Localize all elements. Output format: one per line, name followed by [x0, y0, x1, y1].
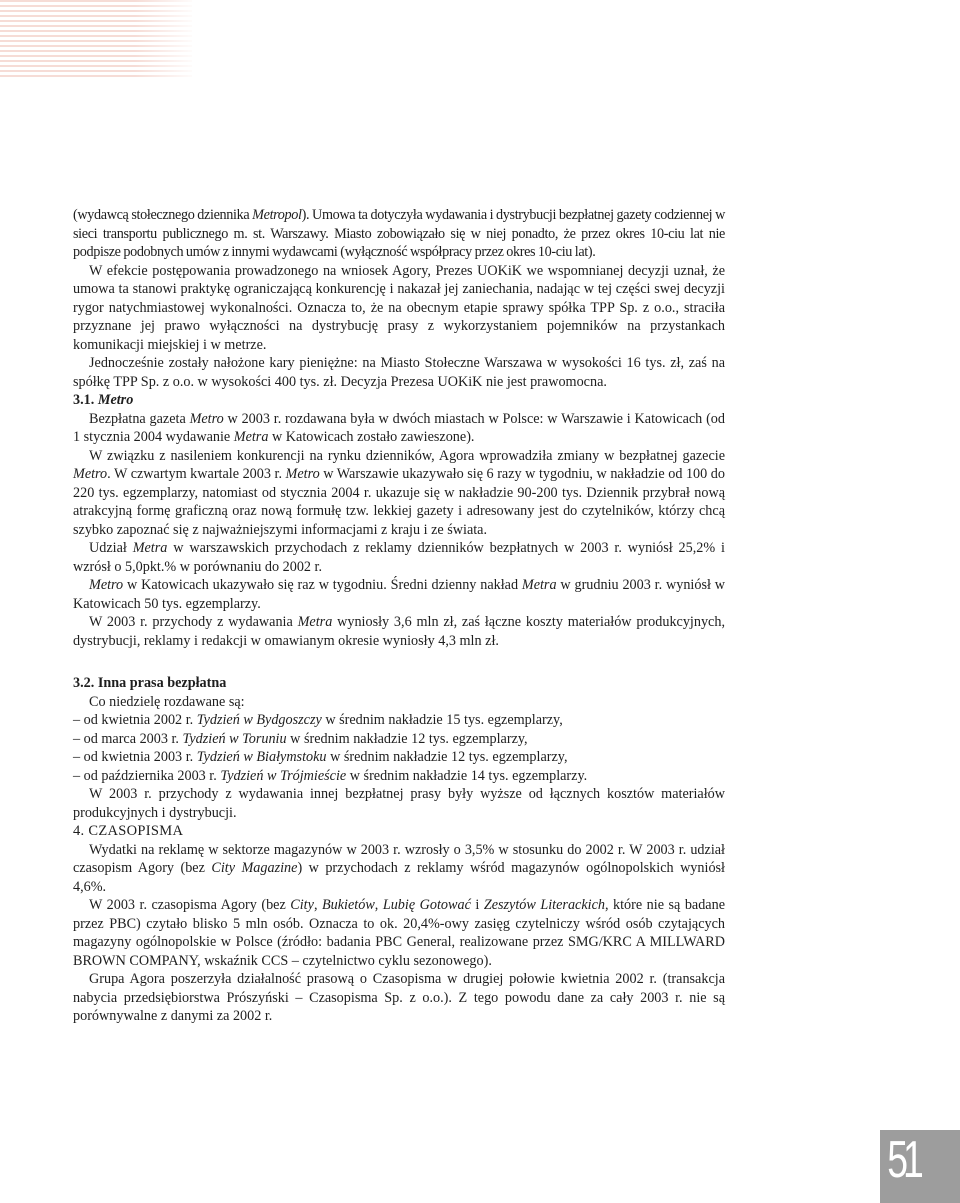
decorative-corner-stripes [0, 0, 192, 78]
title-metro: Metro [285, 466, 320, 482]
list-item-text: – od kwietnia 2003 r. [73, 749, 197, 765]
title-bukietow: Bukietów [321, 897, 375, 913]
title-metro: Metro [73, 466, 108, 482]
inna-intro: Co niedzielę rozdawane są: [89, 693, 245, 710]
title-metropol: Metropol [252, 207, 302, 223]
metro-text: w Warszawie ukazywało się 6 razy w tygodniu, w nakładzie od 100 do 220 tys. egzemplarzy, natomiast od stycznia 2004 r. ukazuje się w nakładzie 90-200 tys. Dziennik przybrał nową atrakcyjną formę graficzną oraz nową formułę tzw. lekkiej gazety i adresowany jest do czytelników, którzy chcą szybko zapoznać się z najważniejszymi informacjami z kraju i ze świata. [73, 466, 725, 538]
title-metro: Metra [297, 614, 333, 630]
inna-outro: W 2003 r. przychody z wydawania innej bezpłatnej prasy były wyższe od łącznych kosztów materiałów produkcyjnych i dystrybucji. [73, 786, 725, 821]
list-item-title: Tydzień w Bydgoszczy [196, 712, 322, 728]
title-zeszyty-literackie: Zeszytów Literackich [483, 897, 605, 913]
list-item [73, 730, 725, 749]
metro-text: w Katowicach zostało zawieszone). [268, 429, 475, 445]
metro-text: W związku z nasileniem konkurencji na rynku dzienników, Agora wprowadziła zmiany w bezpłatnej gazecie [89, 447, 725, 464]
page-body [73, 206, 725, 1026]
list-item-text: – od kwietnia 2002 r. [73, 712, 197, 728]
metro-text: . W czwartym kwartale 2003 r. [107, 466, 286, 482]
list-item [73, 748, 725, 767]
czasopisma-paragraph-3: Grupa Agora poszerzyła działalność prasową o Czasopisma w drugiej połowie kwietnia 2002 r. (transakcja nabycia przedsiębiorstwa Prószyński – Czasopisma Sp. z o.o.). Z tego powodu dane za cały 2003 r. nie są porównywalne z danymi za 2002 r. [73, 971, 725, 1024]
title-lubie-gotowac: Lubię Gotować [382, 897, 471, 913]
list-item [73, 711, 725, 730]
list-item-title: Tydzień w Toruniu [182, 730, 287, 747]
page-number-badge [880, 1130, 960, 1203]
metro-text: Bezpłatna gazeta [89, 410, 190, 427]
metro-text: W 2003 r. przychody z wydawania [89, 614, 298, 630]
metro-paragraph-4 [73, 576, 725, 613]
section-number: 3.1. [73, 392, 98, 408]
list-item-text: w średnim nakładzie 12 tys. egzemplarzy, [286, 730, 528, 747]
title-metro: Metro [189, 410, 224, 427]
metro-text: w warszawskich przychodach z reklamy dzienników bezpłatnych w 2003 r. wyniósł 25,2% i wzrósł o 5,0pkt.% w porównaniu do 2002 r. [73, 540, 725, 575]
section-title: Metro [97, 392, 134, 408]
title-city-magazine: City Magazine [211, 860, 298, 876]
metro-text: w Katowicach ukazywało się raz w tygodniu. Średni dzienny nakład [123, 577, 522, 593]
metro-text: w 2003 r. rozdawana była w dwóch miastach w Polsce: w Warszawie i Katowicach (od 1 stycznia 2004 wydawanie [73, 410, 725, 445]
metro-text: Udział [89, 540, 133, 556]
list-item-text: – od października 2003 r. [73, 767, 221, 784]
metro-paragraph-3 [73, 539, 725, 576]
list-item-title: Tydzień w Trójmieście [220, 767, 347, 784]
metro-text: w grudniu 2003 r. wyniósł w Katowicach 50 tys. egzemplarzy. [73, 577, 725, 612]
page-number: 51 [887, 1131, 919, 1189]
section-heading-czasopisma: 4. CZASOPISMA [73, 823, 184, 839]
list-item-text: – od marca 2003 r. [73, 730, 183, 747]
czasopisma-text: , [374, 897, 383, 913]
metro-paragraph-1 [73, 410, 725, 447]
czasopisma-text: , które nie są badane przez PBC) czytało blisko 5 mln osób. Oznacza to ok. 20,4%-owy zasięg czytelniczy wśród osób czytających magazyny ogólnopolskie w Polsce (źródło: badania PBC General, realizowane przez SMG/KRC A MILLWARD BROWN COMPANY, wskaźnik CCS – czytelnictwo cyklu sezonowego). [73, 897, 725, 969]
metro-paragraph-5 [73, 613, 725, 650]
section-heading-inna-prasa: 3.2. Inna prasa bezpłatna [73, 675, 227, 691]
section-heading-metro [73, 391, 725, 410]
list-item [73, 767, 725, 786]
intro-paragraph-3: Jednocześnie zostały nałożone kary pieniężne: na Miasto Stołeczne Warszawa w wysokości 16 tys. zł, zaś na spółkę TPP Sp. z o.o. w wysokości 400 tys. zł. Decyzja Prezesa UOKiK nie jest prawomocna. [73, 355, 725, 390]
title-city: City [290, 897, 314, 913]
intro-paragraph-1 [73, 206, 725, 262]
metro-paragraph-2 [73, 447, 725, 540]
czasopisma-text: Wydatki na reklamę w sektorze magazynów w 2003 r. wzrosły o 3,5% w stosunku do 2002 r. W 2003 r. udział czasopism Agory (bez [73, 841, 725, 876]
list-item-text: w średnim nakładzie 12 tys. egzemplarzy, [326, 749, 568, 765]
czasopisma-text: i [470, 897, 484, 913]
metro-text: wyniosły 3,6 mln zł, zaś łączne koszty materiałów produkcyjnych, dystrybucji, reklamy i redakcji w omawianym okresie wyniosły 4,3 mln zł. [73, 614, 725, 649]
list-item-title: Tydzień w Białymstoku [196, 749, 327, 765]
list-item-text: w średnim nakładzie 14 tys. egzemplarzy. [346, 767, 588, 784]
czasopisma-paragraph-2 [73, 896, 725, 970]
title-metro: Metra [521, 577, 557, 593]
intro-text: (wydawcą stołecznego dziennika [73, 207, 253, 223]
czasopisma-text: ) w przychodach z reklamy wśród magazynów ogólnopolskich wyniósł 4,6%. [73, 860, 725, 895]
title-metro: Metra [132, 540, 168, 556]
intro-paragraph-2: W efekcie postępowania prowadzonego na wniosek Agory, Prezes UOKiK we wspomnianej decyzji uznał, że umowa ta stanowi praktykę ograniczającą konkurencję i nakazał jej zaniechania, nadając w tej części swej decyzji rygor natychmiastowej wykonalności. Oznacza to, że na obecnym etapie sprawy spółka TPP Sp. z o.o., straciła przyznane jej prawo wyłączności na dystrybucję prasy z wykorzystaniem pojemników na przystankach komunikacji miejskiej i w metrze. [73, 262, 725, 353]
title-metro: Metro [89, 577, 124, 593]
title-metro: Metra [233, 429, 269, 445]
intro-text: ). Umowa ta dotyczyła wydawania i dystrybucji bezpłatnej gazety codziennej w sieci transportu publicznego m. st. Warszawy. Miasto zobowiązało się w niej ponadto, że przez okres 10-ciu lat nie podpisze podobnych umów z innymi wydawcami (wyłączność współpracy przez okres 10-ciu lat). [73, 207, 725, 260]
czasopisma-text: , [313, 897, 322, 913]
czasopisma-paragraph-1 [73, 841, 725, 897]
czasopisma-text: W 2003 r. czasopisma Agory (bez [89, 897, 291, 913]
list-item-text: w średnim nakładzie 15 tys. egzemplarzy, [321, 712, 563, 728]
